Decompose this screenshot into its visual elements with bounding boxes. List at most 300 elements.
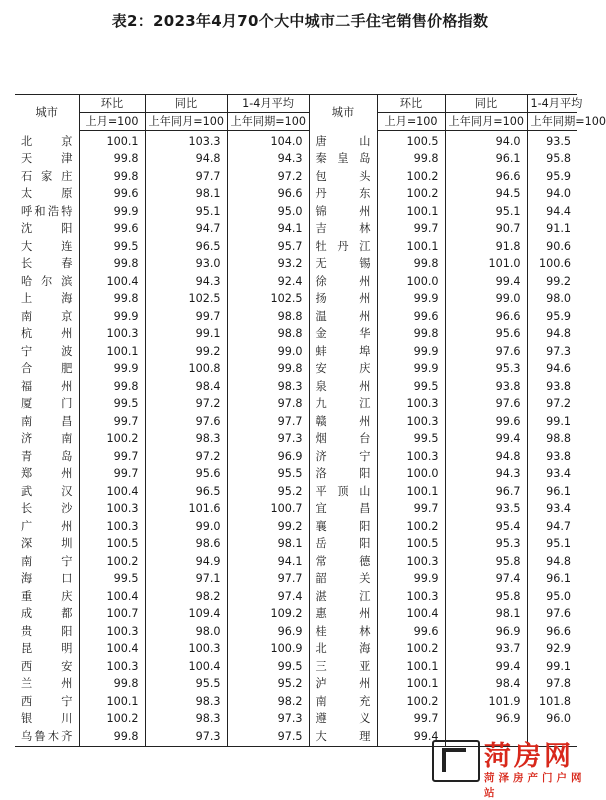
right-yoy-value: 99.4 (445, 273, 527, 291)
left-avg-value: 97.8 (227, 396, 309, 414)
right-avg-value: 98.0 (527, 291, 577, 309)
left-avg-value: 95.2 (227, 483, 309, 501)
table-row (15, 413, 577, 431)
left-mom-value: 99.9 (79, 203, 145, 221)
right-mom-value: 100.1 (377, 203, 445, 221)
table-row (15, 711, 577, 729)
left-city-name: 长沙 (21, 502, 73, 516)
right-mom-value: 99.9 (377, 343, 445, 361)
left-city-name: 海口 (21, 572, 73, 586)
right-yoy-value: 99.4 (445, 431, 527, 449)
table-row (15, 448, 577, 466)
right-yoy-value: 101.9 (445, 693, 527, 711)
right-yoy-value: 99.6 (445, 413, 527, 431)
left-city-name: 哈尔滨 (21, 274, 73, 288)
logo-tagline: 菏泽房产门户网站 (484, 772, 586, 799)
right-city-name: 平顶山 (309, 483, 377, 501)
right-avg-value: 96.1 (527, 571, 577, 589)
right-city-name: 唐山 (309, 131, 377, 151)
right-avg-value: 95.8 (527, 151, 577, 169)
right-avg-value: 97.2 (527, 396, 577, 414)
left-yoy-value: 101.6 (145, 501, 227, 519)
left-avg-value: 97.7 (227, 413, 309, 431)
left-mom-value: 100.3 (79, 501, 145, 519)
right-city-name: 韶关 (309, 571, 377, 589)
left-city-name: 石家庄 (21, 169, 73, 183)
header-yoy-base-left: 上年同月=100 (145, 113, 227, 131)
right-yoy-value: 101.0 (445, 256, 527, 274)
right-avg-value: 95.9 (527, 168, 577, 186)
right-city-name: 岳阳 (309, 536, 377, 554)
right-yoy-value: 95.4 (445, 518, 527, 536)
table-row (15, 378, 577, 396)
right-avg-value: 93.4 (527, 466, 577, 484)
table-row (15, 273, 577, 291)
right-avg-value: 97.3 (527, 343, 577, 361)
right-avg-value: 97.6 (527, 606, 577, 624)
header-avg-base-left: 上年同期=100 (227, 113, 309, 131)
table-row (15, 151, 577, 169)
left-avg-value: 96.9 (227, 623, 309, 641)
right-avg-value: 99.2 (527, 273, 577, 291)
left-mom-value: 99.6 (79, 186, 145, 204)
right-yoy-value: 95.1 (445, 203, 527, 221)
left-mom-value: 99.8 (79, 256, 145, 274)
left-avg-value: 98.8 (227, 326, 309, 344)
table-row (15, 553, 577, 571)
right-avg-value: 96.0 (527, 711, 577, 729)
right-avg-value: 93.8 (527, 378, 577, 396)
left-yoy-value: 95.5 (145, 676, 227, 694)
right-yoy-value: 94.3 (445, 466, 527, 484)
right-city-name: 遵义 (309, 711, 377, 729)
table-row (15, 483, 577, 501)
left-yoy-value: 99.7 (145, 308, 227, 326)
right-mom-value: 100.0 (377, 466, 445, 484)
left-mom-value: 99.9 (79, 361, 145, 379)
right-mom-value: 100.3 (377, 553, 445, 571)
left-yoy-value: 96.5 (145, 483, 227, 501)
right-yoy-value: 91.8 (445, 238, 527, 256)
left-yoy-value: 98.6 (145, 536, 227, 554)
left-avg-value: 98.3 (227, 378, 309, 396)
right-yoy-value: 96.9 (445, 711, 527, 729)
left-mom-value: 100.4 (79, 273, 145, 291)
right-yoy-value: 97.6 (445, 396, 527, 414)
left-avg-value: 98.2 (227, 693, 309, 711)
left-mom-value: 100.1 (79, 131, 145, 151)
right-yoy-value: 95.8 (445, 588, 527, 606)
left-avg-value: 102.5 (227, 291, 309, 309)
left-mom-value: 100.4 (79, 483, 145, 501)
left-city-name: 兰州 (21, 677, 73, 691)
right-mom-value: 100.1 (377, 483, 445, 501)
left-yoy-value: 95.1 (145, 203, 227, 221)
left-avg-value: 100.9 (227, 641, 309, 659)
right-city-name: 温州 (309, 308, 377, 326)
left-yoy-value: 98.2 (145, 588, 227, 606)
right-city-name: 泉州 (309, 378, 377, 396)
left-city-name: 南宁 (21, 554, 73, 568)
left-avg-value: 99.2 (227, 518, 309, 536)
left-city-name: 济南 (21, 432, 73, 446)
right-yoy-value: 99.0 (445, 291, 527, 309)
header-yoy-base-right: 上年同月=100 (445, 113, 527, 131)
left-mom-value: 99.6 (79, 221, 145, 239)
left-avg-value: 95.5 (227, 466, 309, 484)
right-mom-value: 99.8 (377, 256, 445, 274)
left-city-name: 杭州 (21, 327, 73, 341)
left-mom-value: 100.3 (79, 518, 145, 536)
right-avg-value: 94.8 (527, 553, 577, 571)
left-mom-value: 100.1 (79, 693, 145, 711)
right-city-name: 包头 (309, 168, 377, 186)
left-yoy-value: 94.8 (145, 151, 227, 169)
right-yoy-value: 93.5 (445, 501, 527, 519)
left-city-name: 贵阳 (21, 624, 73, 638)
right-mom-value: 99.9 (377, 571, 445, 589)
right-mom-value: 99.9 (377, 361, 445, 379)
logo-name: 菏房网 (484, 741, 574, 772)
right-yoy-value: 97.6 (445, 343, 527, 361)
left-yoy-value: 93.0 (145, 256, 227, 274)
left-yoy-value: 99.0 (145, 518, 227, 536)
left-avg-value: 99.5 (227, 658, 309, 676)
left-avg-value: 94.3 (227, 151, 309, 169)
right-avg-value: 93.8 (527, 448, 577, 466)
right-avg-value: 94.0 (527, 186, 577, 204)
right-mom-value: 100.2 (377, 518, 445, 536)
header-city-left: 城市 (35, 105, 58, 119)
right-mom-value: 100.2 (377, 693, 445, 711)
left-yoy-value: 97.7 (145, 168, 227, 186)
right-mom-value: 100.3 (377, 588, 445, 606)
left-mom-value: 99.7 (79, 466, 145, 484)
right-city-name: 湛江 (309, 588, 377, 606)
page-title: 表2：2023年4月70个大中城市二手住宅销售价格指数 (111, 12, 489, 30)
header-avg-right: 1-4月平均 (527, 95, 577, 113)
left-city-name: 青岛 (21, 449, 73, 463)
site-logo (432, 734, 597, 799)
right-yoy-value: 94.0 (445, 131, 527, 151)
right-avg-value: 93.4 (527, 501, 577, 519)
left-mom-value: 99.8 (79, 676, 145, 694)
right-yoy-value: 96.9 (445, 623, 527, 641)
table-row (15, 186, 577, 204)
right-yoy-value: 90.7 (445, 221, 527, 239)
header-yoy-right: 同比 (445, 95, 527, 113)
table-row (15, 588, 577, 606)
left-yoy-value: 95.6 (145, 466, 227, 484)
left-yoy-value: 98.3 (145, 431, 227, 449)
left-mom-value: 99.8 (79, 291, 145, 309)
left-yoy-value: 99.2 (145, 343, 227, 361)
left-yoy-value: 98.1 (145, 186, 227, 204)
right-yoy-value: 95.3 (445, 361, 527, 379)
left-mom-value: 100.4 (79, 641, 145, 659)
left-yoy-value: 94.7 (145, 221, 227, 239)
left-yoy-value: 99.1 (145, 326, 227, 344)
right-city-name: 锦州 (309, 203, 377, 221)
right-avg-value: 99.1 (527, 658, 577, 676)
left-avg-value: 92.4 (227, 273, 309, 291)
right-city-name: 三亚 (309, 658, 377, 676)
right-yoy-value: 96.1 (445, 151, 527, 169)
left-mom-value: 100.2 (79, 711, 145, 729)
left-city-name: 武汉 (21, 484, 73, 498)
right-avg-value: 92.9 (527, 641, 577, 659)
left-city-name: 昆明 (21, 642, 73, 656)
table-row (15, 641, 577, 659)
left-mom-value: 99.9 (79, 308, 145, 326)
right-mom-value: 100.0 (377, 273, 445, 291)
table-row (15, 221, 577, 239)
left-city-name: 大连 (21, 239, 73, 253)
left-city-name: 银川 (21, 712, 73, 726)
left-city-name: 沈阳 (21, 222, 73, 236)
right-avg-value: 101.8 (527, 693, 577, 711)
right-avg-value: 96.6 (527, 623, 577, 641)
left-avg-value: 104.0 (227, 131, 309, 151)
right-yoy-value: 96.6 (445, 308, 527, 326)
left-mom-value: 99.8 (79, 378, 145, 396)
left-mom-value: 99.5 (79, 238, 145, 256)
right-mom-value: 100.4 (377, 606, 445, 624)
right-yoy-value: 93.7 (445, 641, 527, 659)
left-city-name: 呼和浩特 (21, 204, 73, 218)
left-yoy-value: 103.3 (145, 131, 227, 151)
header-avg-base-right: 上年同期=100 (527, 113, 577, 131)
right-avg-value: 95.1 (527, 536, 577, 554)
left-avg-value: 95.0 (227, 203, 309, 221)
left-city-name: 长春 (21, 257, 73, 271)
table-row (15, 256, 577, 274)
left-avg-value: 96.9 (227, 448, 309, 466)
left-mom-value: 99.8 (79, 168, 145, 186)
header-mom-right: 环比 (377, 95, 445, 113)
right-yoy-value: 96.6 (445, 168, 527, 186)
left-avg-value: 97.5 (227, 728, 309, 746)
right-yoy-value: 95.8 (445, 553, 527, 571)
table-row (15, 238, 577, 256)
right-avg-value: 98.8 (527, 431, 577, 449)
right-city-name: 金华 (309, 326, 377, 344)
table-row (15, 361, 577, 379)
right-avg-value: 94.6 (527, 361, 577, 379)
right-avg-value: 96.1 (527, 483, 577, 501)
right-city-name: 扬州 (309, 291, 377, 309)
left-avg-value: 99.0 (227, 343, 309, 361)
right-city-name: 桂林 (309, 623, 377, 641)
table-row (15, 291, 577, 309)
right-city-name: 济宁 (309, 448, 377, 466)
table-row (15, 606, 577, 624)
right-mom-value: 100.2 (377, 186, 445, 204)
left-mom-value: 100.3 (79, 623, 145, 641)
left-city-name: 成都 (21, 607, 73, 621)
right-mom-value: 100.3 (377, 413, 445, 431)
right-mom-value: 99.8 (377, 151, 445, 169)
left-city-name: 西安 (21, 659, 73, 673)
left-avg-value: 97.2 (227, 168, 309, 186)
header-mom-base-right: 上月=100 (377, 113, 445, 131)
right-avg-value: 90.6 (527, 238, 577, 256)
left-yoy-value: 98.3 (145, 711, 227, 729)
right-city-name: 惠州 (309, 606, 377, 624)
right-mom-value: 99.9 (377, 291, 445, 309)
left-yoy-value: 97.1 (145, 571, 227, 589)
right-city-name: 丹东 (309, 186, 377, 204)
table-row (15, 203, 577, 221)
right-city-name: 无锡 (309, 256, 377, 274)
table-row (15, 466, 577, 484)
table-row (15, 326, 577, 344)
left-mom-value: 99.5 (79, 571, 145, 589)
header-avg-left: 1-4月平均 (227, 95, 309, 113)
right-yoy-value: 96.7 (445, 483, 527, 501)
left-avg-value: 98.1 (227, 536, 309, 554)
left-mom-value: 100.1 (79, 343, 145, 361)
table-row (15, 536, 577, 554)
right-mom-value: 99.6 (377, 623, 445, 641)
right-mom-value: 100.1 (377, 676, 445, 694)
left-mom-value: 99.8 (79, 151, 145, 169)
left-avg-value: 94.1 (227, 221, 309, 239)
right-city-name: 烟台 (309, 431, 377, 449)
right-yoy-value: 98.4 (445, 676, 527, 694)
left-city-name: 重庆 (21, 589, 73, 603)
left-yoy-value: 98.0 (145, 623, 227, 641)
left-mom-value: 100.5 (79, 536, 145, 554)
right-mom-value: 99.8 (377, 326, 445, 344)
header-yoy-left: 同比 (145, 95, 227, 113)
right-city-name: 秦皇岛 (309, 151, 377, 169)
left-mom-value: 100.7 (79, 606, 145, 624)
right-avg-value: 93.5 (527, 131, 577, 151)
left-yoy-value: 96.5 (145, 238, 227, 256)
right-yoy-value: 94.5 (445, 186, 527, 204)
right-mom-value: 100.2 (377, 641, 445, 659)
right-yoy-value: 94.8 (445, 448, 527, 466)
left-city-name: 厦门 (21, 397, 73, 411)
left-city-name: 西宁 (21, 694, 73, 708)
left-city-name: 太原 (21, 187, 73, 201)
left-city-name: 宁波 (21, 344, 73, 358)
right-mom-value: 99.6 (377, 308, 445, 326)
left-yoy-value: 97.6 (145, 413, 227, 431)
left-yoy-value: 100.3 (145, 641, 227, 659)
left-avg-value: 94.1 (227, 553, 309, 571)
left-avg-value: 95.7 (227, 238, 309, 256)
left-avg-value: 109.2 (227, 606, 309, 624)
left-mom-value: 100.3 (79, 326, 145, 344)
right-city-name: 洛阳 (309, 466, 377, 484)
table-row (15, 571, 577, 589)
right-mom-value: 99.7 (377, 501, 445, 519)
left-yoy-value: 109.4 (145, 606, 227, 624)
right-mom-value: 99.7 (377, 711, 445, 729)
right-mom-value: 99.7 (377, 221, 445, 239)
right-yoy-value: 99.4 (445, 658, 527, 676)
right-avg-value: 94.7 (527, 518, 577, 536)
left-yoy-value: 94.9 (145, 553, 227, 571)
right-city-name: 吉林 (309, 221, 377, 239)
left-avg-value: 100.7 (227, 501, 309, 519)
table-row (15, 501, 577, 519)
left-avg-value: 93.2 (227, 256, 309, 274)
right-mom-value: 100.3 (377, 448, 445, 466)
left-avg-value: 99.8 (227, 361, 309, 379)
right-city-name: 襄阳 (309, 518, 377, 536)
header-mom-base-left: 上月=100 (79, 113, 145, 131)
table-row (15, 623, 577, 641)
left-city-name: 天津 (21, 152, 73, 166)
right-yoy-value: 95.3 (445, 536, 527, 554)
right-avg-value: 95.9 (527, 308, 577, 326)
right-mom-value: 99.5 (377, 378, 445, 396)
left-city-name: 合肥 (21, 362, 73, 376)
right-mom-value: 100.5 (377, 131, 445, 151)
right-city-name: 泸州 (309, 676, 377, 694)
table-row (15, 131, 577, 151)
right-mom-value: 99.4 (377, 728, 445, 746)
left-yoy-value: 98.4 (145, 378, 227, 396)
left-city-name: 乌鲁木齐 (21, 729, 73, 743)
left-avg-value: 97.3 (227, 711, 309, 729)
table-row (15, 658, 577, 676)
left-avg-value: 96.6 (227, 186, 309, 204)
left-avg-value: 97.3 (227, 431, 309, 449)
left-mom-value: 100.4 (79, 588, 145, 606)
right-city-name: 北海 (309, 641, 377, 659)
logo-mark-icon (432, 740, 480, 782)
left-city-name: 深圳 (21, 537, 73, 551)
left-avg-value: 97.4 (227, 588, 309, 606)
table-row (15, 168, 577, 186)
right-city-name: 常德 (309, 553, 377, 571)
right-mom-value: 100.1 (377, 238, 445, 256)
left-mom-value: 100.2 (79, 553, 145, 571)
table-row (15, 518, 577, 536)
left-yoy-value: 102.5 (145, 291, 227, 309)
table-row (15, 396, 577, 414)
left-city-name: 福州 (21, 379, 73, 393)
right-yoy-value: 98.1 (445, 606, 527, 624)
right-avg-value: 97.8 (527, 676, 577, 694)
header-mom-left: 环比 (79, 95, 145, 113)
right-mom-value: 100.5 (377, 536, 445, 554)
header-city-right: 城市 (309, 95, 377, 131)
right-city-name: 牡丹江 (309, 238, 377, 256)
right-mom-value: 99.5 (377, 431, 445, 449)
left-yoy-value: 97.3 (145, 728, 227, 746)
right-city-name: 蚌埠 (309, 343, 377, 361)
right-yoy-value: 95.6 (445, 326, 527, 344)
left-mom-value: 100.3 (79, 658, 145, 676)
left-city-name: 南昌 (21, 414, 73, 428)
table-row (15, 693, 577, 711)
left-yoy-value: 94.3 (145, 273, 227, 291)
left-mom-value: 99.7 (79, 448, 145, 466)
right-city-name: 赣州 (309, 413, 377, 431)
table-row (15, 343, 577, 361)
price-index-table (15, 94, 606, 747)
left-yoy-value: 98.3 (145, 693, 227, 711)
right-avg-value: 91.1 (527, 221, 577, 239)
right-yoy-value: 97.4 (445, 571, 527, 589)
table-row (15, 431, 577, 449)
table-row (15, 676, 577, 694)
